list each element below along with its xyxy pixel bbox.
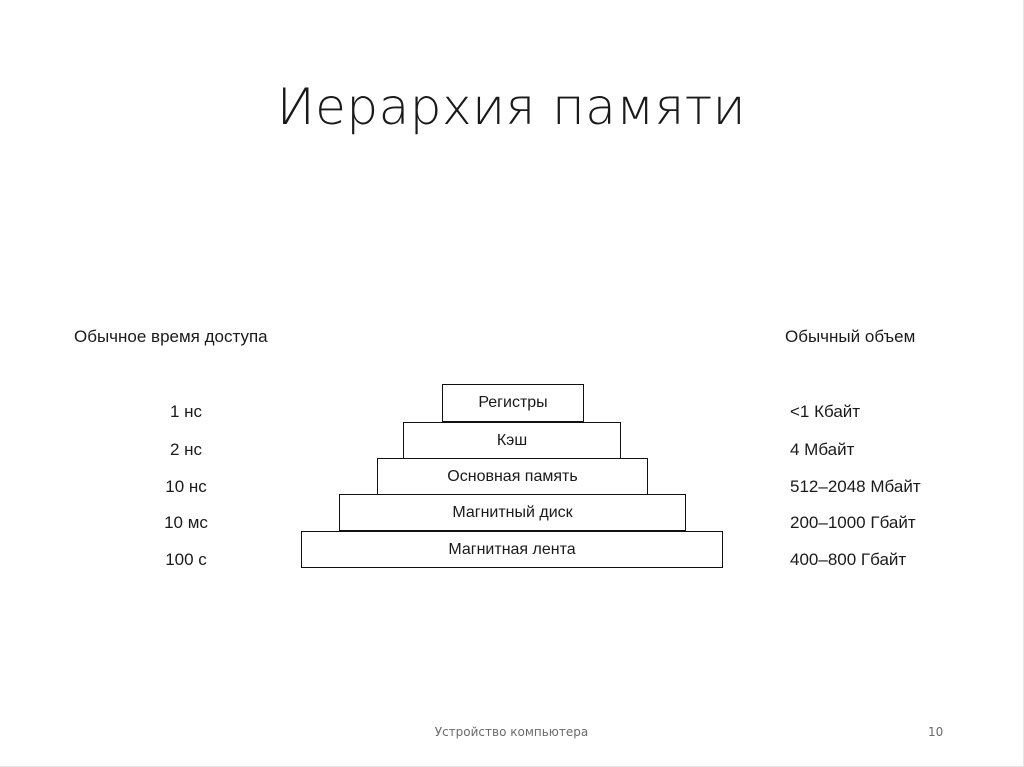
access-time-main-memory: 10 нс bbox=[165, 477, 207, 496]
capacity-registers: <1 Кбайт bbox=[790, 402, 861, 421]
slide-title: Иерархия памяти bbox=[276, 78, 747, 136]
access-time-magnetic-disk: 10 мс bbox=[164, 513, 208, 532]
pyramid-level-main-memory: Основная память bbox=[377, 458, 648, 495]
capacity-magnetic-tape: 400–800 Гбайт bbox=[790, 550, 907, 569]
pyramid-level-registers: Регистры bbox=[442, 384, 584, 422]
access-time-header: Обычное время доступа bbox=[74, 327, 268, 346]
access-time-magnetic-tape: 100 с bbox=[165, 550, 207, 569]
page-number: 10 bbox=[928, 725, 944, 739]
capacity-main-memory: 512–2048 Мбайт bbox=[790, 477, 921, 496]
access-time-registers: 1 нс bbox=[169, 402, 203, 421]
capacity-magnetic-disk: 200–1000 Гбайт bbox=[790, 513, 916, 532]
slide-footer: Устройство компьютера bbox=[434, 725, 589, 739]
pyramid-level-cache: Кэш bbox=[403, 422, 621, 459]
access-time-cache: 2 нс bbox=[169, 440, 203, 459]
capacity-cache: 4 Мбайт bbox=[790, 440, 855, 459]
pyramid-level-magnetic-disk: Магнитный диск bbox=[339, 494, 686, 531]
capacity-header: Обычный объем bbox=[785, 327, 916, 346]
pyramid-level-magnetic-tape: Магнитная лента bbox=[301, 531, 723, 568]
